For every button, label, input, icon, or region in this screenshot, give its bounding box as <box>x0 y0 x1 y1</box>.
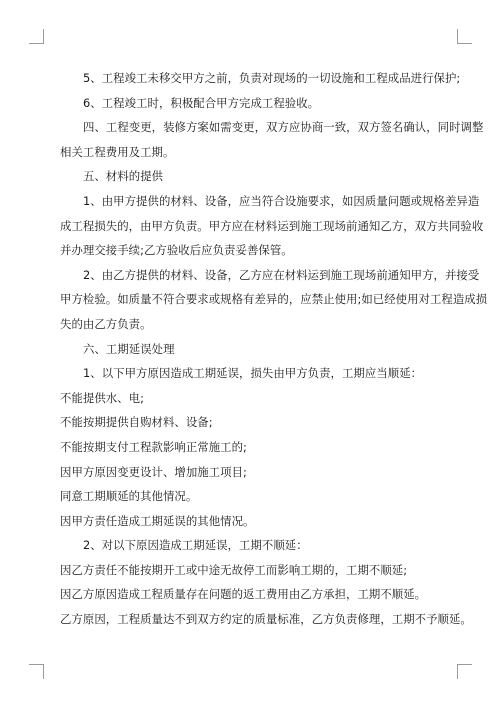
list-item: 因甲方原因变更设计、增加施工项目; <box>60 464 247 479</box>
section-4-line-1: 四、工程变更，装修方案如需变更，双方应协商一致，双方签名确认，同时调整 <box>83 120 484 135</box>
section-5-item-1-line-1: 1、由甲方提供的材料、设备，应当符合设施要求，如因质量问题或规格差异造 <box>83 193 480 208</box>
list-item: 因甲方责任造成工期延误的其他情况。 <box>60 513 255 528</box>
section-6-item-1: 1、以下甲方原因造成工期延误，损失由甲方负责，工期应当顺延： <box>83 366 423 381</box>
crop-mark-bottom-left <box>29 664 44 679</box>
section-5-item-1-line-3: 并办理交接手续;乙方验收后应负责妥善保管。 <box>60 243 293 258</box>
section-5-item-2-line-3: 失的由乙方负责。 <box>60 316 152 331</box>
list-item: 乙方原因，工程质量达不到双方约定的质量标准，乙方负责修理，工期不予顺延。 <box>60 612 472 627</box>
section-6-heading: 六、工期延误处理 <box>83 341 175 356</box>
list-item: 不能提供水、电; <box>60 390 144 405</box>
crop-mark-bottom-right <box>457 664 472 679</box>
section-5-item-2-line-2: 甲方检验。如质量不符合要求或规格有差异的，应禁止使用;如已经使用对工程造成损 <box>60 292 488 307</box>
crop-mark-top-left <box>29 29 44 44</box>
list-item: 同意工期顺延的其他情况。 <box>60 489 198 504</box>
section-4-line-2: 相关工程费用及工期。 <box>60 144 175 159</box>
list-item: 因乙方责任不能按期开工或中途无故停工而影响工期的，工期不顺延; <box>60 562 408 577</box>
clause-5-line: 5、工程竣工未移交甲方之前，负责对现场的一切设施和工程成品进行保护; <box>83 71 461 85</box>
document-body <box>60 66 488 632</box>
section-5-heading: 五、材料的提供 <box>83 169 164 184</box>
section-5-item-2-line-1: 2、由乙方提供的材料、设备，乙方应在材料运到施工现场前通知甲方，并接受 <box>83 267 480 282</box>
list-item: 不能按期支付工程款影响正常施工的; <box>60 439 247 454</box>
section-6-item-2: 2、对以下原因造成工期延误，工期不顺延： <box>83 538 308 553</box>
clause-6-line: 6、工程竣工时，积极配合甲方完成工程验收。 <box>83 95 320 110</box>
section-5-item-1-line-2: 成工程损失的，由甲方负责。甲方应在材料运到施工现场前通知乙方，双方共同验收 <box>60 218 484 233</box>
list-item: 因乙方原因造成工程质量存在问题的返工费用由乙方承担，工期不顺延。 <box>60 587 427 602</box>
list-item: 不能按期提供自购材料、设备; <box>60 415 213 430</box>
crop-mark-top-right <box>457 29 472 44</box>
